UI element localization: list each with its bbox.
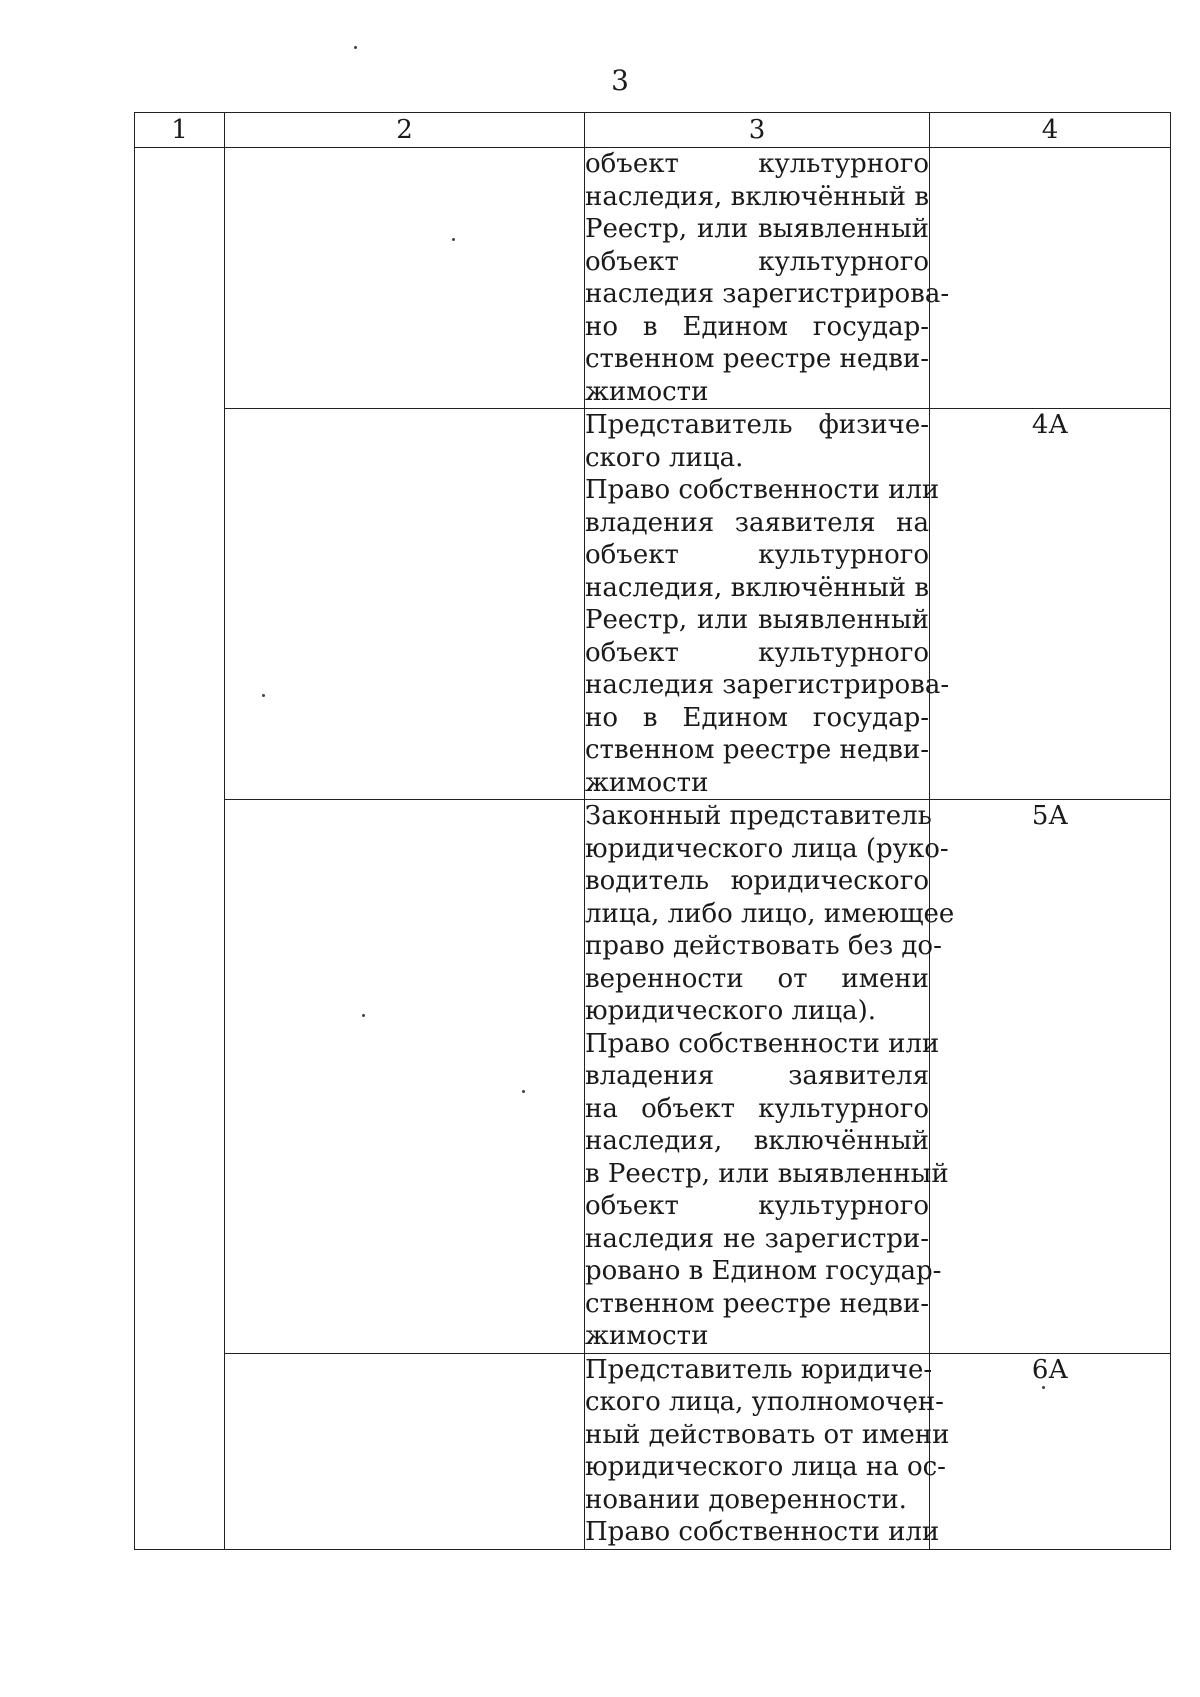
cell-text-line: объект культурного (585, 1191, 929, 1221)
column-2-cell (225, 1353, 585, 1549)
cell-paragraph (585, 409, 929, 474)
cell-text-line: наследия зарегистрирова- (585, 670, 950, 700)
cell-text-line: право действовать без до- (585, 931, 942, 961)
cell-text-line: на объект культурного (585, 1093, 929, 1124)
column-header: 1 (135, 113, 225, 148)
cell-text-line: новании доверенности. (585, 1484, 907, 1515)
cell-text-line: юридического лица). (585, 996, 877, 1026)
column-3-cell (585, 409, 950, 800)
cell-text-line: юридического лица на ос- (585, 1452, 946, 1482)
cell-text-line: Право собственности или (585, 1517, 940, 1547)
table-row (135, 1353, 1171, 1549)
cell-text-line: ровано в Едином государ- (585, 1256, 942, 1286)
cell-text-line: водитель юридического (585, 866, 929, 896)
cell-text-line: но в Едином государ- (585, 702, 929, 733)
cell-text-line: Законный представитель (585, 801, 932, 831)
column-4-cell: 6А (930, 1353, 1171, 1549)
column-header: 2 (225, 113, 585, 148)
cell-text-line: Право собственности или (585, 475, 940, 505)
table-row (135, 148, 1171, 409)
cell-text-line: Реестр, или выявленный (585, 605, 929, 635)
cell-text-line: лица, либо лицо, имеющее (585, 898, 955, 929)
cell-paragraph (585, 1516, 940, 1549)
cell-text-line: ственном реестре недви- (585, 1288, 929, 1319)
cell-text-line: ского лица. (585, 442, 744, 473)
cell-text-line: Представитель юридиче- (585, 1354, 933, 1385)
column-4-cell: 5А (930, 800, 1171, 1354)
cell-text-line: ственном реестре недви- (585, 735, 929, 765)
cell-text-line: наследия зарегистрирова- (585, 279, 950, 309)
cell-text-line: объект культурного (585, 246, 929, 277)
column-header: 3 (585, 113, 930, 148)
cell-text-line: жимости (585, 767, 709, 798)
table-header-row (135, 113, 1171, 148)
cell-text-line: ского лица, уполномочен- (585, 1387, 944, 1417)
column-3-cell (585, 800, 955, 1354)
cell-text-line: наследия, включённый в (585, 572, 929, 603)
cell-text-line: наследия, включённый (585, 1126, 929, 1156)
cell-text-line: наследия, включённый в (585, 181, 929, 212)
cell-text-line: жимости (585, 376, 709, 407)
cell-text-line: в Реестр, или выявленный (585, 1158, 949, 1189)
cell-paragraph (585, 800, 955, 1028)
cell-paragraph (585, 148, 950, 408)
cell-text-line: ный действовать от имени (585, 1419, 950, 1450)
cell-text-line: объект культурного (585, 540, 929, 570)
page-number: 3 (611, 64, 629, 97)
cell-text-line: юридического лица (руко- (585, 833, 949, 864)
cell-paragraph (585, 1354, 950, 1517)
cell-text-line: Право собственности или (585, 1028, 940, 1059)
column-2-cell (225, 800, 585, 1354)
cell-text-line: наследия не зарегистри- (585, 1223, 929, 1254)
cell-text-line: объект культурного (585, 637, 929, 668)
column-4-cell: 4А (930, 409, 1171, 800)
cell-text-line: владения заявителя (585, 1061, 929, 1091)
cell-text-line: Представитель физиче- (585, 410, 929, 440)
cell-text-line: веренности от имени (585, 963, 929, 994)
column-3-cell (585, 1353, 950, 1549)
column-4-cell (930, 148, 1171, 409)
column-1-cell (135, 148, 225, 1550)
table-row (135, 409, 1171, 800)
cell-text-line: владения заявителя на (585, 507, 929, 538)
cell-paragraph (585, 474, 950, 799)
document-table (134, 112, 1171, 1550)
cell-text-line: но в Едином государ- (585, 311, 929, 342)
cell-paragraph (585, 1028, 949, 1353)
column-header: 4 (930, 113, 1171, 148)
cell-text-line: жимости (585, 1321, 709, 1351)
scan-speck (354, 46, 357, 49)
column-3-cell (585, 148, 950, 409)
column-2-cell (225, 409, 585, 800)
table-row (135, 800, 1171, 1354)
cell-text-line: ственном реестре недви- (585, 344, 929, 374)
column-2-cell (225, 148, 585, 409)
cell-text-line: объект культурного (585, 149, 929, 179)
cell-text-line: Реестр, или выявленный (585, 214, 929, 244)
